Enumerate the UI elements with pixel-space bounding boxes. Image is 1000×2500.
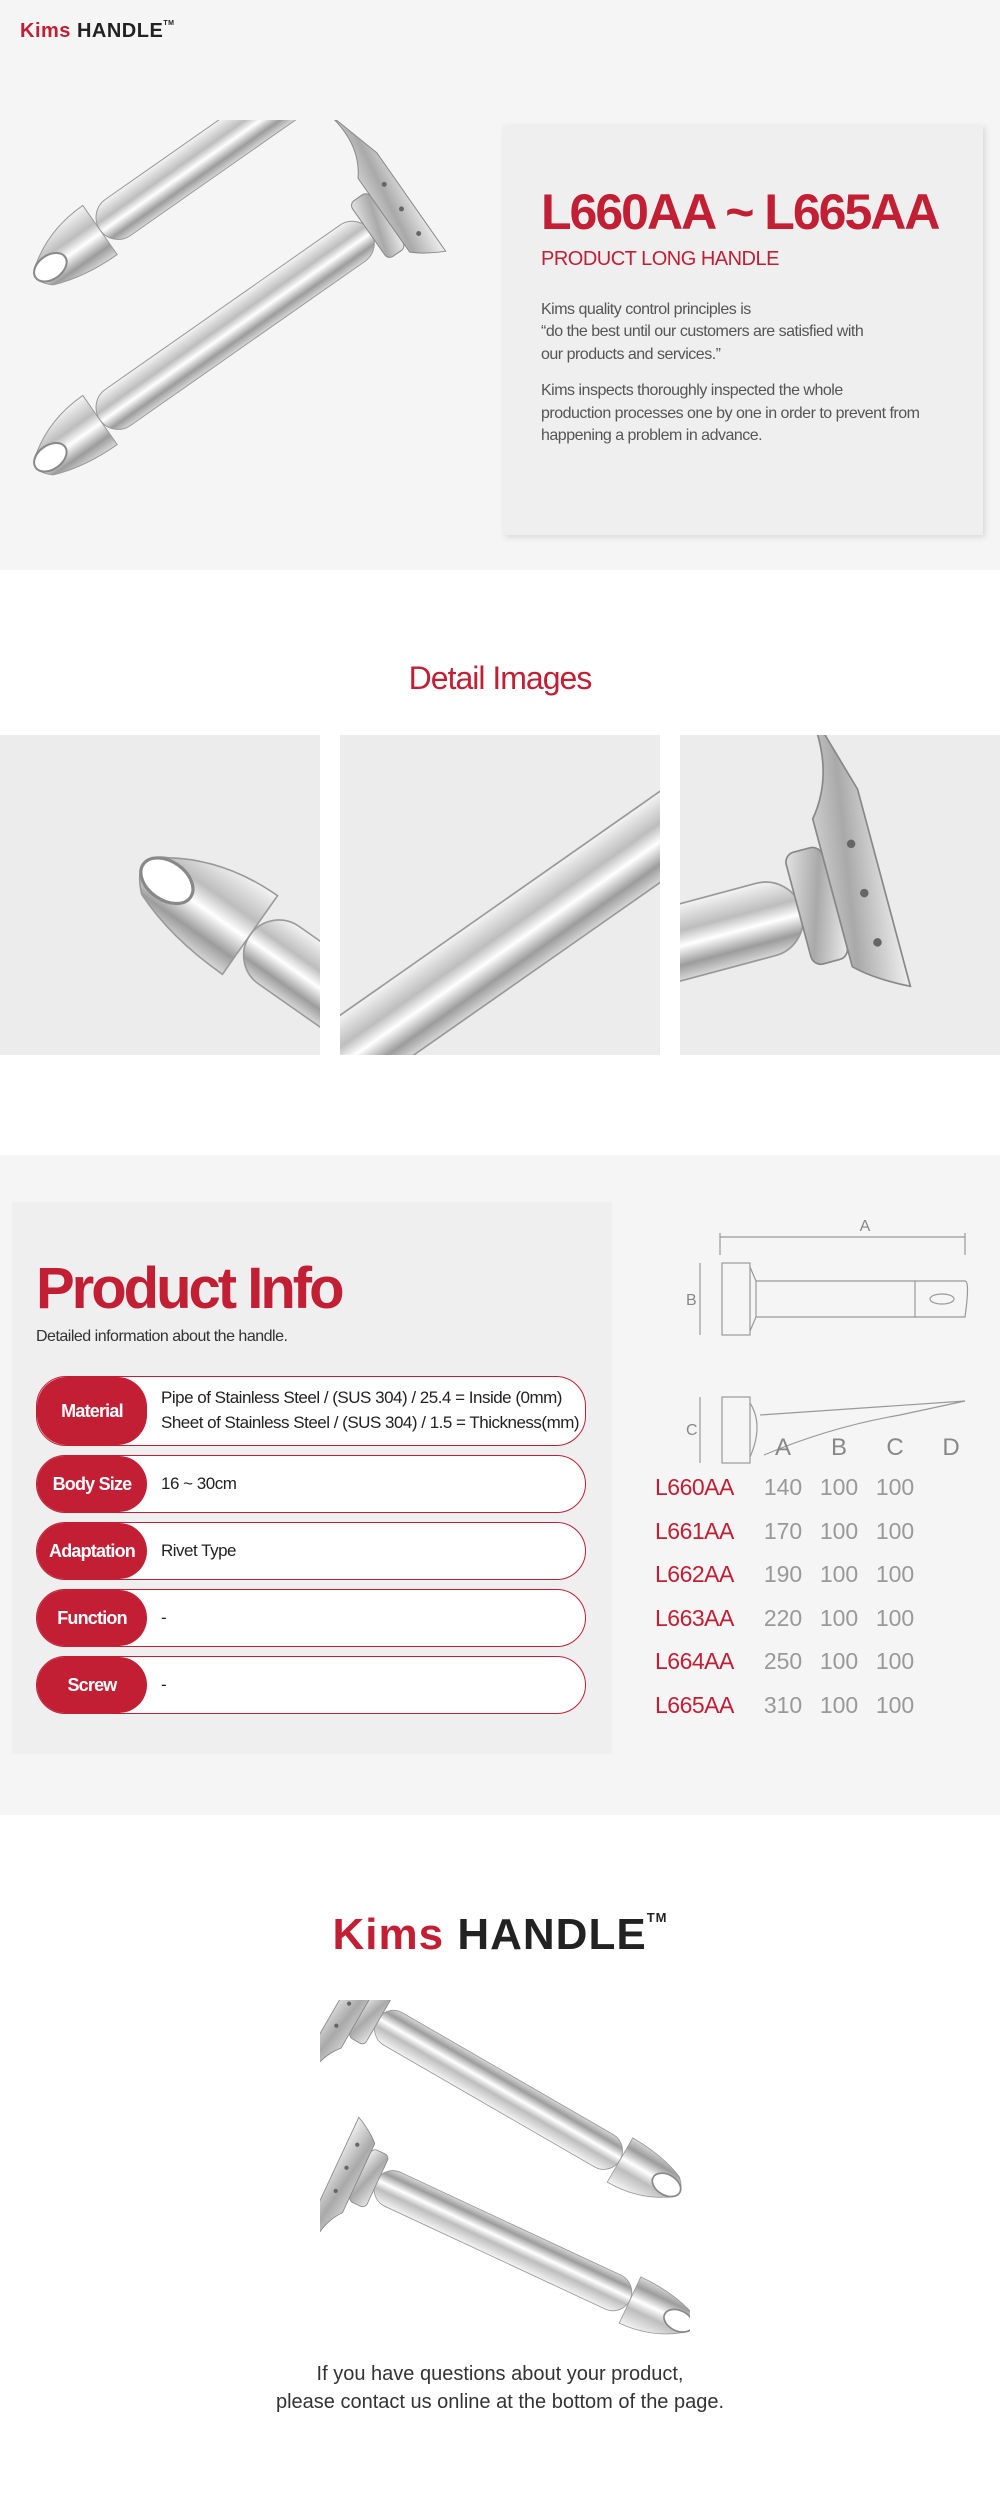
diagram-label-b: B xyxy=(686,1292,697,1309)
brand-handle: HANDLE xyxy=(457,1910,647,1959)
brand-kims: Kims xyxy=(20,20,71,42)
model-name: L661AA xyxy=(655,1517,734,1544)
brand-kims: Kims xyxy=(332,1910,445,1959)
value-a: 140 xyxy=(763,1474,803,1501)
contact-line-1: If you have questions about your product, xyxy=(316,2363,684,2385)
brand-tm: TM xyxy=(163,20,175,27)
value-a: 170 xyxy=(763,1517,803,1544)
header-d: D xyxy=(942,1434,960,1461)
spec-value: - xyxy=(161,1607,167,1627)
hero-card xyxy=(503,125,983,535)
value-b: 100 xyxy=(819,1604,859,1631)
value-c: 100 xyxy=(875,1474,915,1501)
contact-note xyxy=(0,2360,1000,2416)
spec-label: Body Size xyxy=(37,1456,147,1512)
spec-label: Screw xyxy=(37,1657,147,1713)
spec-label: Material xyxy=(37,1377,147,1445)
brand-tm: TM xyxy=(646,1910,668,1925)
header-c: C xyxy=(886,1434,904,1461)
detail-image-1 xyxy=(0,735,320,1055)
table-row xyxy=(655,1466,979,1510)
value-b: 100 xyxy=(819,1561,859,1588)
spec-row-body-size xyxy=(36,1455,586,1513)
value-c: 100 xyxy=(875,1517,915,1544)
spec-value: 16 ~ 30cm xyxy=(161,1473,237,1493)
value-c: 100 xyxy=(875,1561,915,1588)
table-row xyxy=(655,1510,979,1554)
value-c: 100 xyxy=(875,1604,915,1631)
value-b: 100 xyxy=(819,1648,859,1675)
spec-value: - xyxy=(161,1674,167,1694)
value-b: 100 xyxy=(819,1474,859,1501)
spec-row-material xyxy=(36,1376,586,1446)
product-title: L660AA ~ L665AA xyxy=(541,184,939,240)
model-name: L664AA xyxy=(655,1648,734,1675)
spec-value: Pipe of Stainless Steel / (SUS 304) / 25.4 = Inside (0mm) Sheet of Stainless Steel / (SUS 304) / 1.5 = Thickness(mm) xyxy=(161,1388,580,1432)
contact-line-2: please contact us online at the bottom of the page. xyxy=(275,2391,725,2413)
value-a: 250 xyxy=(763,1648,803,1675)
detail-image-2 xyxy=(340,735,660,1055)
hero-section xyxy=(0,0,1000,570)
diagram-label-c: C xyxy=(686,1422,698,1439)
spec-label: Adaptation xyxy=(37,1523,147,1579)
inspection-paragraph: Kims inspects thoroughly inspected the whole production processes one by one in order to prevent from happening a problem in advance. xyxy=(541,382,920,444)
value-c: 100 xyxy=(875,1691,915,1718)
spec-row-function xyxy=(36,1589,586,1647)
model-name: L662AA xyxy=(655,1561,734,1588)
spec-value: Rivet Type xyxy=(161,1540,237,1560)
dimension-table-header xyxy=(755,1430,979,1466)
footer-product-image xyxy=(320,2000,690,2340)
product-subtitle: PRODUCT LONG HANDLE xyxy=(541,248,779,270)
detail-image-3 xyxy=(680,735,1000,1055)
model-name: L660AA xyxy=(655,1474,734,1501)
value-b: 100 xyxy=(819,1517,859,1544)
spec-row-adaptation xyxy=(36,1522,586,1580)
quality-paragraph: Kims quality control principles is “do the best until our customers are satisfied with our products and services.” xyxy=(541,301,864,363)
product-info-card xyxy=(12,1202,612,1754)
header-b: B xyxy=(830,1434,847,1461)
brand-logo[interactable] xyxy=(20,20,174,43)
product-info-subtitle: Detailed information about the handle. xyxy=(36,1328,288,1345)
dimension-table xyxy=(655,1430,979,1727)
table-row xyxy=(655,1553,979,1597)
value-a: 220 xyxy=(763,1604,803,1631)
diagram-label-a: A xyxy=(859,1218,871,1235)
value-a: 310 xyxy=(763,1691,803,1718)
spec-row-screw xyxy=(36,1656,586,1714)
product-info-title: Product Info xyxy=(36,1256,342,1321)
table-row xyxy=(655,1597,979,1641)
spec-list xyxy=(36,1376,586,1714)
brand-logo-large xyxy=(0,1910,1000,1960)
table-row xyxy=(655,1640,979,1684)
hero-product-image xyxy=(30,120,480,540)
value-a: 190 xyxy=(763,1561,803,1588)
model-name: L663AA xyxy=(655,1604,734,1631)
value-b: 100 xyxy=(819,1691,859,1718)
value-c: 100 xyxy=(875,1648,915,1675)
brand-handle: HANDLE xyxy=(76,20,164,42)
detail-images-title: Detail Images xyxy=(408,660,592,696)
model-name: L665AA xyxy=(655,1691,734,1718)
spec-label: Function xyxy=(37,1590,147,1646)
table-row xyxy=(655,1684,979,1728)
header-a: A xyxy=(774,1434,791,1461)
